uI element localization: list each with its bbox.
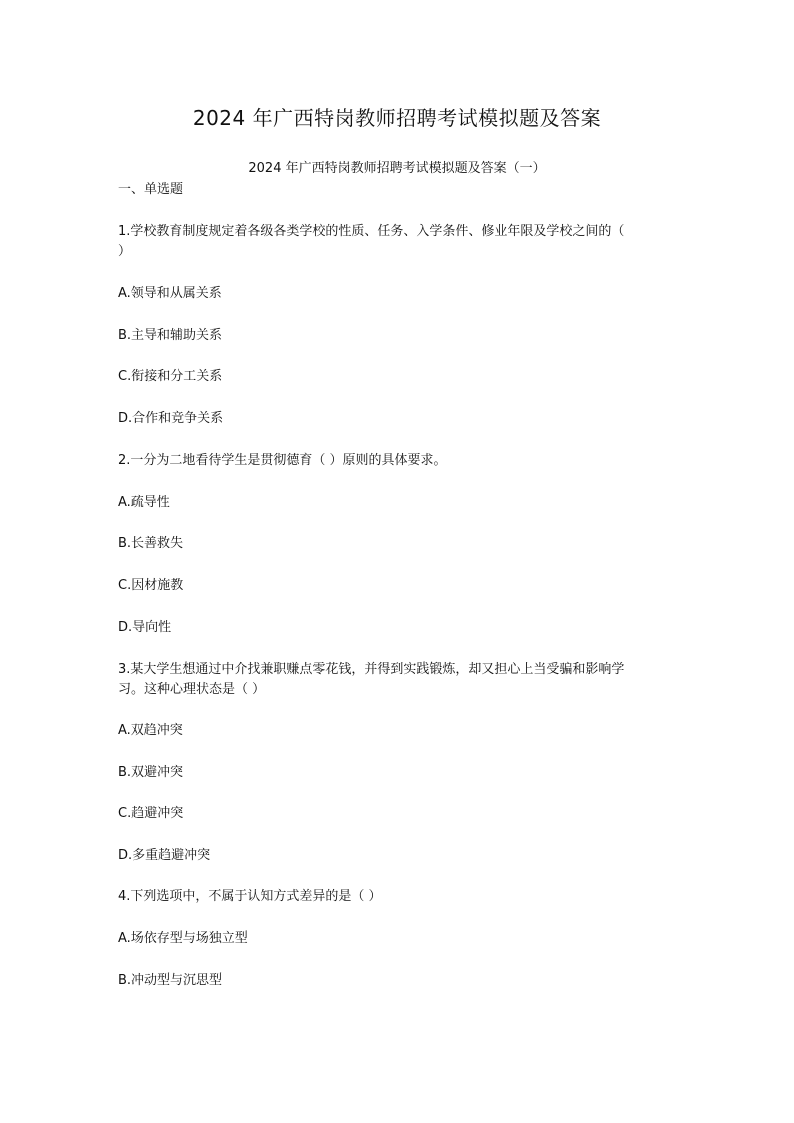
question-1-option-d: D.合作和竞争关系 [118, 411, 224, 426]
question-2-stem: 2.一分为二地看待学生是贯彻德育（ ）原则的具体要求。 [118, 453, 447, 468]
question-4-option-a: A.场依存型与场独立型 [118, 931, 248, 946]
question-2-option-a: A.疏导性 [118, 495, 170, 510]
question-2-option-c: C.因材施教 [118, 578, 184, 593]
question-2-option-b: B.长善救失 [118, 536, 184, 551]
section-heading: 一、单选题 [118, 182, 184, 197]
question-3-stem-line2: 习。这种心理状态是（ ） [118, 682, 266, 697]
document-title: 2024 年广西特岗教师招聘考试模拟题及答案 [192, 106, 602, 130]
question-3-option-a: A.双趋冲突 [118, 723, 183, 738]
question-3-option-c: C.趋避冲突 [118, 806, 184, 821]
question-3-option-d: D.多重趋避冲突 [118, 848, 211, 863]
question-1-stem-line1: 1.学校教育制度规定着各级各类学校的性质、任务、入学条件、修业年限及学校之间的（ [118, 224, 625, 239]
question-3-option-b: B.双避冲突 [118, 765, 184, 780]
question-1-option-c: C.衔接和分工关系 [118, 369, 223, 384]
question-1-stem-line2: ） [118, 244, 132, 259]
document-subtitle: 2024 年广西特岗教师招聘考试模拟题及答案（一） [248, 161, 546, 176]
question-3-stem-line1: 3.某大学生想通过中介找兼职赚点零花钱，并得到实践锻炼，却又担心上当受骗和影响学 [118, 662, 625, 677]
question-1-option-a: A.领导和从属关系 [118, 286, 222, 301]
question-4-stem: 4.下列选项中，不属于认知方式差异的是（ ） [118, 889, 382, 904]
question-2-option-d: D.导向性 [118, 620, 172, 635]
question-1-option-b: B.主导和辅助关系 [118, 328, 223, 343]
question-4-option-b: B.冲动型与沉思型 [118, 973, 223, 988]
